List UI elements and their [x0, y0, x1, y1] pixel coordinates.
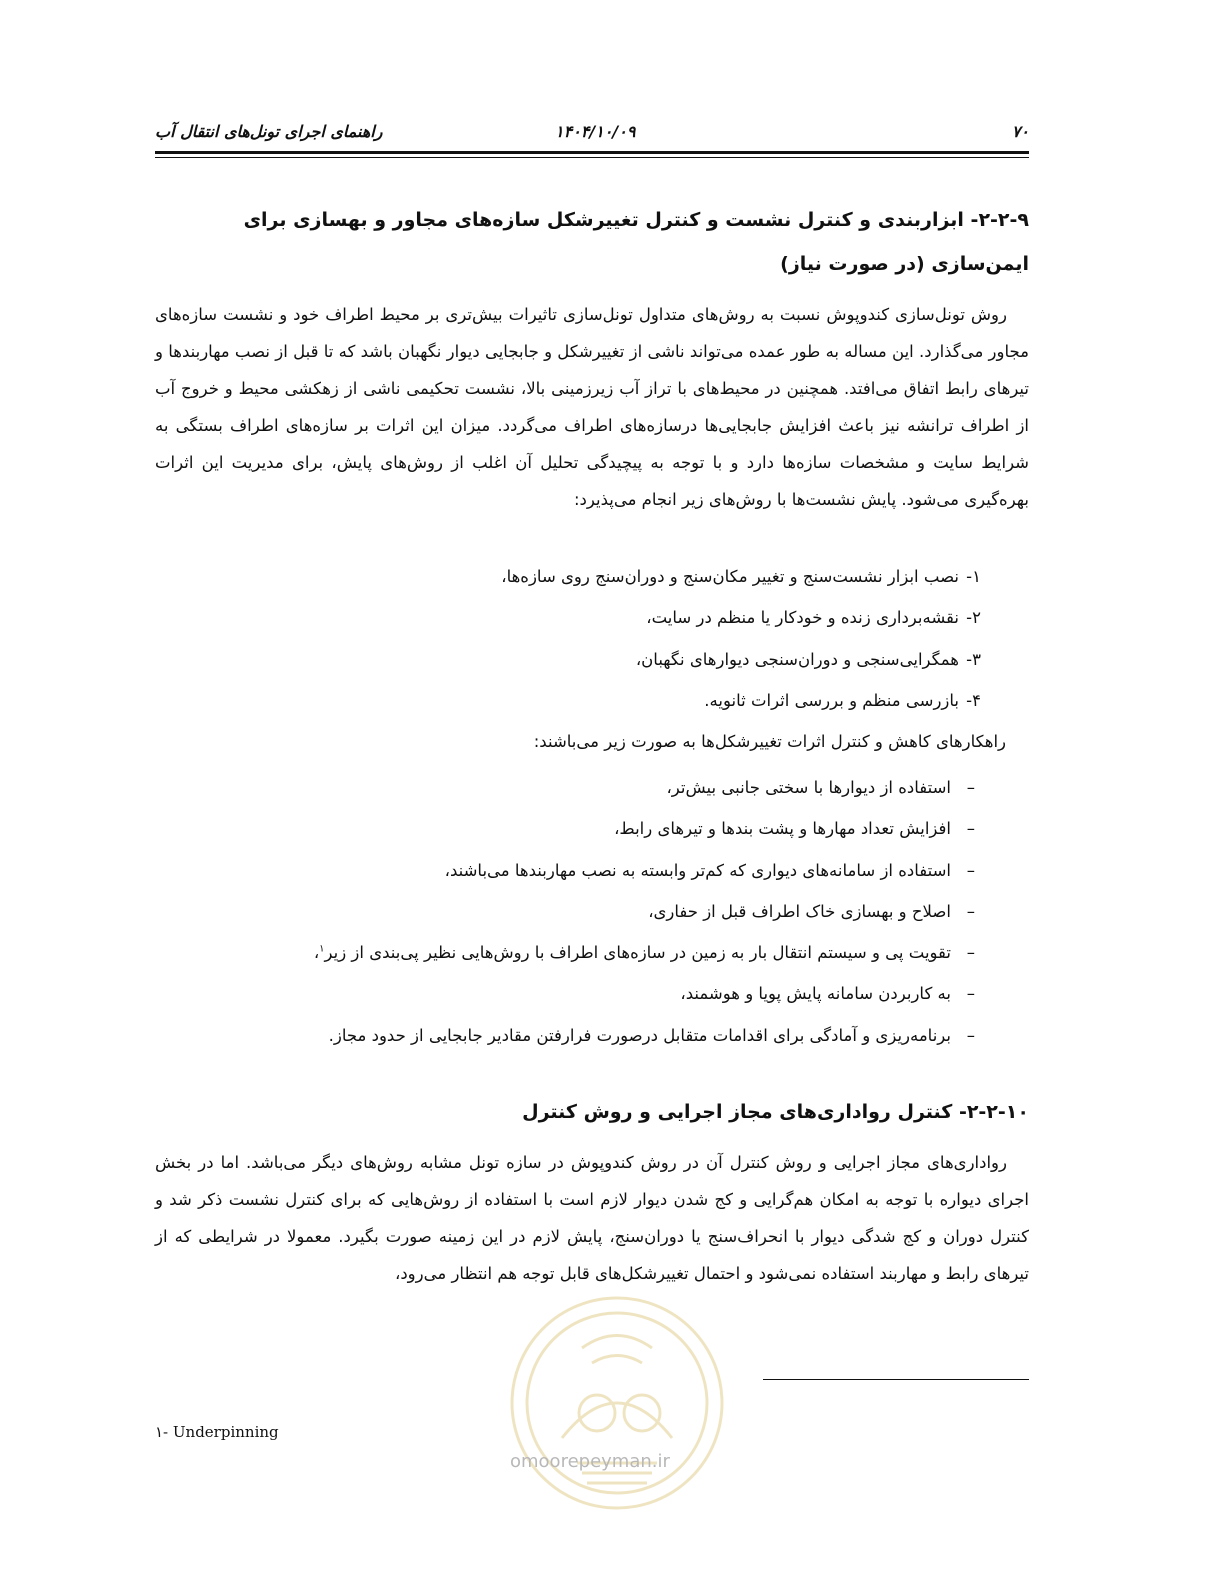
- dash-bullet-icon: –: [966, 1025, 975, 1045]
- measures-intro: راهکارهای کاهش و کنترل اثرات تغییرشکل‌ها به صورت زیر می‌باشند:: [533, 732, 1006, 751]
- header-title: راهنمای اجرای تونل‌های انتقال آب: [155, 122, 383, 141]
- running-header: [155, 118, 1029, 148]
- section-1-paragraph: [155, 296, 1029, 518]
- list-item-text: همگرایی‌سنجی و دوران‌سنجی دیوارهای نگهبان،: [635, 649, 959, 669]
- list-item-text: بازرسی منظم و بررسی اثرات ثانویه.: [704, 690, 959, 710]
- dash-bullet-icon: –: [966, 984, 975, 1004]
- list-item-number: ۳-: [966, 649, 981, 669]
- list-item-text: نصب ابزار نشست‌سنج و تغییر مکان‌سنج و دوران‌سنج روی سازه‌ها،: [501, 567, 959, 586]
- header-date: ۱۴۰۴/۱۰/۰۹: [555, 122, 636, 141]
- list-item-number: ۱-: [966, 567, 981, 586]
- footnote: ۱- Underpinning: [155, 1423, 279, 1441]
- list-item: [155, 808, 1029, 849]
- list-item-text: نقشه‌برداری زنده و خودکار یا منظم در سایت،: [646, 608, 959, 628]
- section-heading-instrumentation: ۲-۲-۹- ابزاربندی و کنترل نشست و کنترل تغییرشکل سازه‌های مجاور و بهسازی برای ایمن‌سازی (در صورت نیاز): [243, 209, 1029, 275]
- monitoring-methods-list: [155, 556, 1029, 721]
- list-item: [155, 597, 1029, 638]
- dash-bullet-icon: –: [966, 901, 975, 921]
- list-item: [155, 639, 1029, 680]
- list-item-number: ۴-: [966, 690, 981, 710]
- watermark-logo-icon: [502, 1288, 732, 1518]
- dash-bullet-icon: –: [966, 943, 975, 963]
- watermark-url: omoorepeyman.ir: [510, 1451, 670, 1472]
- list-item: [155, 973, 1029, 1014]
- list-item: [155, 850, 1029, 891]
- section-heading-tolerances: ۲-۲-۱۰- کنترل رواداری‌های مجاز اجرایی و روش کنترل: [522, 1101, 1029, 1123]
- list-item-text: اصلاح و بهسازی خاک اطراف قبل از حفاری،: [648, 901, 951, 921]
- list-item: [155, 680, 1029, 721]
- footnote-rule: [763, 1379, 1029, 1380]
- mitigation-measures-list: [155, 767, 1029, 1056]
- dash-bullet-icon: –: [966, 819, 975, 839]
- punctuation: ،: [313, 943, 320, 963]
- section-2-paragraph: [155, 1144, 1029, 1292]
- list-item: [155, 891, 1029, 932]
- list-item-text: استفاده از دیوارها با سختی جانبی بیش‌تر،: [666, 778, 951, 797]
- list-item-text: تقویت پی و سیستم انتقال بار به زمین در سازه‌های اطراف با روش‌هایی نظیر پی‌بندی از زیر: [324, 943, 951, 963]
- header-rule-thick: [155, 151, 1029, 154]
- list-item: [155, 556, 1029, 597]
- paragraph-text: رواداری‌های مجاز اجرایی و روش کنترل آن در روش کندوپوش در سازه تونل مشابه روش‌های دیگر می‌باشد. اما در بخش اجرای دیواره با توجه به امکان هم‌گرایی و کج شدن دیوار لازم است با استفاده از روش‌هایی که برای کنترل نشست ذکر شد و کنترل دوران و کج شدگی دیوار با انحراف‌سنج یا دوران‌سنج، پایش لازم در این زمینه صورت بگیرد. معمولا در شرایطی که از تیرهای رابط و مهاربند استفاده نمی‌شود و احتمال تغییرشکل‌های قابل توجه هم انتظار می‌رود،: [155, 1153, 1029, 1283]
- header-page-number: ۷۰: [1011, 122, 1029, 141]
- list-item: [155, 1015, 1029, 1056]
- dash-bullet-icon: –: [966, 860, 975, 880]
- list-item-text: استفاده از سامانه‌های دیواری که کم‌تر وابسته به نصب مهاربندها می‌باشند،: [444, 860, 951, 880]
- list-item: [155, 932, 1029, 973]
- list-item-number: ۲-: [966, 608, 981, 628]
- header-rule-thin: [155, 157, 1029, 158]
- list-item-text: برنامه‌ریزی و آمادگی برای اقدامات متقابل درصورت فرارفتن مقادیر جابجایی از حدود مجاز.: [328, 1025, 951, 1045]
- paragraph-text: روش تونل‌سازی کندوپوش نسبت به روش‌های متداول تونل‌سازی تاثیرات بیش‌تری بر محیط اطراف خود و نشست سازه‌های مجاور می‌گذارد. این مساله به طور عمده می‌تواند ناشی از تغییرشکل و جابجایی دیوار نگهبان باشد که تا قبل از نصب مهاربندها و تیرهای رابط اتفاق می‌افتد. همچنین در محیط‌های با تراز آب زیرزمینی بالا، نشست تحکیمی ناشی از زهکشی محیط و خروج آب از اطراف ترانشه نیز باعث افزایش جابجایی‌ها درسازه‌های اطراف می‌گردد. میزان این اثرات بر سازه‌های اطراف بستگی به شرایط سایت و مشخصات سازه‌ها دارد و با توجه به پیچیدگی تحلیل آن اغلب از روش‌های پایش، برای مدیریت این اثرات بهره‌گیری می‌شود. پایش نشست‌ها با روش‌های زیر انجام می‌پذیرد:: [155, 305, 1029, 509]
- list-item-text: افزایش تعداد مهارها و پشت بندها و تیرهای رابط،: [614, 819, 951, 839]
- dash-bullet-icon: –: [966, 778, 975, 797]
- list-item: [155, 767, 1029, 808]
- list-item-text: به کاربردن سامانه پایش پویا و هوشمند،: [680, 984, 951, 1004]
- footnote-reference: ۱: [319, 943, 325, 955]
